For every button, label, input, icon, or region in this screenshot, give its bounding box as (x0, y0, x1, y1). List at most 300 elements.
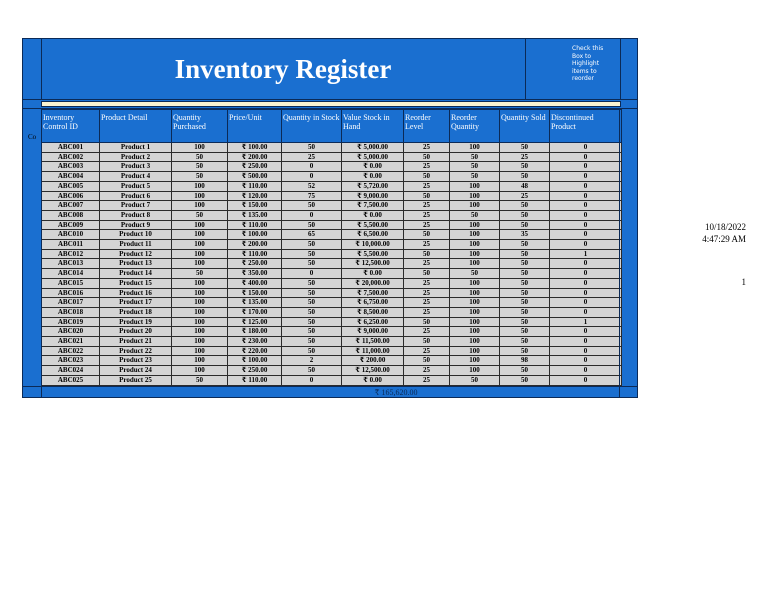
table-cell[interactable]: 50 (500, 240, 550, 250)
table-cell[interactable]: 25 (404, 210, 450, 220)
table-cell[interactable]: 100 (450, 288, 500, 298)
table-cell[interactable]: 25 (404, 181, 450, 191)
table-body (42, 143, 622, 386)
table-cell[interactable]: 100 (172, 201, 228, 211)
table-cell[interactable]: ₹ 200.00 (342, 356, 404, 366)
table-cell[interactable]: ₹ 0.00 (342, 172, 404, 182)
table-cell[interactable]: ₹ 12,500.00 (342, 259, 404, 269)
table-cell[interactable]: ABC010 (42, 230, 100, 240)
table-cell[interactable]: ₹ 230.00 (228, 337, 282, 347)
table-cell[interactable]: 50 (500, 298, 550, 308)
table-cell[interactable]: 100 (450, 278, 500, 288)
table-row (42, 201, 622, 211)
table-cell[interactable]: 50 (500, 375, 550, 385)
table-cell[interactable]: 100 (450, 337, 500, 347)
table-cell[interactable]: 0 (282, 269, 342, 279)
table-cell[interactable]: 50 (404, 191, 450, 201)
table-cell[interactable]: 25 (404, 298, 450, 308)
table-cell[interactable]: Product 16 (100, 288, 172, 298)
table-cell[interactable]: ₹ 250.00 (228, 162, 282, 172)
table-cell[interactable]: 0 (550, 259, 622, 269)
table-cell[interactable]: 0 (550, 143, 622, 153)
table-cell[interactable]: 50 (282, 307, 342, 317)
table-cell[interactable]: ₹ 180.00 (228, 327, 282, 337)
table-row (42, 143, 622, 153)
table-cell[interactable]: 100 (172, 298, 228, 308)
table-cell[interactable]: 50 (282, 298, 342, 308)
table-cell[interactable]: 50 (450, 162, 500, 172)
table-cell[interactable]: 50 (404, 172, 450, 182)
table-cell[interactable]: ₹ 110.00 (228, 249, 282, 259)
table-row (42, 269, 622, 279)
table-cell[interactable]: ₹ 350.00 (228, 269, 282, 279)
truncated-column-label: Co (28, 133, 37, 141)
table-cell[interactable]: 52 (282, 181, 342, 191)
table-row (42, 327, 622, 337)
table-cell[interactable]: Product 17 (100, 298, 172, 308)
table-cell[interactable]: ₹ 0.00 (342, 375, 404, 385)
table-cell[interactable]: 0 (550, 307, 622, 317)
table-cell[interactable]: 50 (282, 143, 342, 153)
table-cell[interactable]: 65 (282, 230, 342, 240)
column-header[interactable]: Value Stock in Hand (342, 110, 404, 143)
table-cell[interactable]: ₹ 7,500.00 (342, 288, 404, 298)
table-cell[interactable]: Product 1 (100, 143, 172, 153)
reorder-highlight-note[interactable]: Check this Box to Highlight items to reorder (526, 39, 621, 99)
table-cell[interactable]: ₹ 11,500.00 (342, 337, 404, 347)
table-cell[interactable]: 25 (404, 375, 450, 385)
left-margin-cell (23, 39, 42, 99)
table-cell[interactable]: 48 (500, 181, 550, 191)
date-cell[interactable]: 10/18/2022 (704, 222, 746, 232)
table-cell[interactable]: Product 19 (100, 317, 172, 327)
table-cell[interactable]: 0 (282, 375, 342, 385)
table-cell[interactable]: 100 (450, 181, 500, 191)
table-cell[interactable]: 100 (450, 220, 500, 230)
table-cell[interactable]: ABC017 (42, 298, 100, 308)
table-row (42, 191, 622, 201)
table-cell[interactable]: ₹ 200.00 (228, 240, 282, 250)
table-cell[interactable]: 100 (172, 249, 228, 259)
table-cell[interactable]: 0 (282, 210, 342, 220)
table-cell[interactable]: ABC006 (42, 191, 100, 201)
table-cell[interactable]: ABC001 (42, 143, 100, 153)
table-cell[interactable]: 0 (550, 375, 622, 385)
table-row (42, 375, 622, 385)
table-cell[interactable]: 50 (500, 327, 550, 337)
table-cell[interactable]: 0 (550, 162, 622, 172)
table-cell[interactable]: ABC023 (42, 356, 100, 366)
table-cell[interactable]: ₹ 135.00 (228, 210, 282, 220)
table-cell[interactable]: ₹ 150.00 (228, 288, 282, 298)
table-cell[interactable]: Product 10 (100, 230, 172, 240)
table-cell[interactable]: ABC022 (42, 346, 100, 356)
table-cell[interactable]: 100 (450, 356, 500, 366)
table-cell[interactable]: ₹ 110.00 (228, 181, 282, 191)
table-cell[interactable]: 100 (172, 259, 228, 269)
table-cell[interactable]: 25 (404, 240, 450, 250)
table-cell[interactable]: Product 3 (100, 162, 172, 172)
table-cell[interactable]: ABC024 (42, 366, 100, 376)
table-cell[interactable]: 0 (550, 346, 622, 356)
table-cell[interactable]: 50 (282, 327, 342, 337)
left-column (23, 109, 42, 386)
table-cell[interactable]: ABC012 (42, 249, 100, 259)
table-cell[interactable]: Product 20 (100, 327, 172, 337)
table-cell[interactable]: 0 (282, 172, 342, 182)
table-cell[interactable]: 50 (500, 337, 550, 347)
right-column (619, 109, 637, 386)
table-cell[interactable]: 25 (282, 152, 342, 162)
table-cell[interactable]: 100 (172, 327, 228, 337)
table-row (42, 366, 622, 376)
time-cell[interactable]: 4:47:29 AM (702, 234, 746, 244)
table-cell[interactable]: 100 (172, 356, 228, 366)
table-cell[interactable]: ₹ 100.00 (228, 230, 282, 240)
table-cell[interactable]: 50 (282, 366, 342, 376)
table-cell[interactable]: 0 (550, 356, 622, 366)
table-cell[interactable]: 100 (450, 298, 500, 308)
table-cell[interactable]: Product 24 (100, 366, 172, 376)
table-cell[interactable]: 100 (450, 366, 500, 376)
table-cell[interactable]: 50 (500, 172, 550, 182)
total-stock-value[interactable]: ₹ 165,620.00 (374, 387, 418, 397)
table-row (42, 298, 622, 308)
table-cell[interactable]: 0 (550, 288, 622, 298)
table-cell[interactable]: ₹ 100.00 (228, 356, 282, 366)
table-cell[interactable]: Product 11 (100, 240, 172, 250)
table-cell[interactable]: 25 (404, 278, 450, 288)
table-cell[interactable]: Product 15 (100, 278, 172, 288)
right-margin-cell (621, 39, 639, 99)
table-cell[interactable]: 50 (172, 172, 228, 182)
table-cell[interactable]: Product 8 (100, 210, 172, 220)
table-cell[interactable]: 50 (282, 346, 342, 356)
table-cell[interactable]: Product 7 (100, 201, 172, 211)
table-cell[interactable]: 50 (282, 240, 342, 250)
table-cell[interactable]: 50 (282, 249, 342, 259)
table-cell[interactable]: 100 (450, 143, 500, 153)
totals-right-cell (619, 387, 637, 397)
table-cell[interactable]: 50 (282, 201, 342, 211)
table-cell[interactable]: ABC002 (42, 152, 100, 162)
table-cell[interactable]: 25 (404, 259, 450, 269)
table-row (42, 240, 622, 250)
column-header[interactable]: Reorder Quantity (450, 110, 500, 143)
table-cell[interactable]: 0 (550, 152, 622, 162)
table-cell[interactable]: 25 (404, 143, 450, 153)
table-cell[interactable]: 0 (550, 210, 622, 220)
table-cell[interactable]: ₹ 110.00 (228, 220, 282, 230)
table-cell[interactable]: 50 (500, 143, 550, 153)
table-cell[interactable]: 50 (450, 152, 500, 162)
table-cell[interactable]: 50 (172, 269, 228, 279)
table-cell[interactable]: Product 13 (100, 259, 172, 269)
table-cell[interactable]: ABC013 (42, 259, 100, 269)
table-cell[interactable]: ₹ 5,000.00 (342, 152, 404, 162)
table-cell[interactable]: ABC025 (42, 375, 100, 385)
table-cell[interactable]: ABC004 (42, 172, 100, 182)
column-header[interactable]: Quantity in Stock (282, 110, 342, 143)
table-cell[interactable]: ABC018 (42, 307, 100, 317)
table-cell[interactable]: ₹ 5,500.00 (342, 249, 404, 259)
table-cell[interactable]: ₹ 9,000.00 (342, 191, 404, 201)
table-cell[interactable]: 25 (404, 346, 450, 356)
table-cell[interactable]: 0 (550, 366, 622, 376)
table-cell[interactable]: 100 (172, 191, 228, 201)
table-cell[interactable]: 100 (172, 346, 228, 356)
table-cell[interactable]: 25 (404, 327, 450, 337)
table-cell[interactable]: 0 (550, 240, 622, 250)
table-cell[interactable]: Product 4 (100, 172, 172, 182)
table-cell[interactable]: 50 (172, 375, 228, 385)
table-cell[interactable]: ₹ 400.00 (228, 278, 282, 288)
table-cell[interactable]: ₹ 0.00 (342, 210, 404, 220)
inventory-sheet (22, 38, 638, 398)
table-row (42, 230, 622, 240)
table-cell[interactable]: 25 (404, 162, 450, 172)
table-cell[interactable]: ABC020 (42, 327, 100, 337)
table-cell[interactable]: 0 (550, 337, 622, 347)
table-cell[interactable]: 50 (500, 259, 550, 269)
table-cell[interactable]: 50 (500, 307, 550, 317)
totals-left-cell (23, 387, 42, 397)
table-cell[interactable]: ₹ 5,720.00 (342, 181, 404, 191)
table-cell[interactable]: 1 (550, 249, 622, 259)
table-cell[interactable]: ₹ 220.00 (228, 346, 282, 356)
table-cell[interactable]: 100 (172, 288, 228, 298)
table-cell[interactable]: ₹ 6,750.00 (342, 298, 404, 308)
table-area (22, 108, 638, 387)
table-cell[interactable]: 100 (172, 220, 228, 230)
table-cell[interactable]: 50 (500, 346, 550, 356)
table-cell[interactable]: 0 (550, 298, 622, 308)
table-cell[interactable]: ₹ 20,000.00 (342, 278, 404, 288)
table-cell[interactable]: 100 (172, 278, 228, 288)
table-cell[interactable]: 50 (404, 269, 450, 279)
table-cell[interactable]: 50 (500, 317, 550, 327)
table-cell[interactable]: ₹ 5,500.00 (342, 220, 404, 230)
table-cell[interactable]: 25 (404, 201, 450, 211)
table-cell[interactable]: 75 (282, 191, 342, 201)
table-cell[interactable]: 0 (550, 181, 622, 191)
table-cell[interactable]: 50 (500, 366, 550, 376)
table-cell[interactable]: ₹ 10,000.00 (342, 240, 404, 250)
table-cell[interactable]: 100 (450, 317, 500, 327)
table-cell[interactable]: 0 (550, 278, 622, 288)
table-cell[interactable]: Product 12 (100, 249, 172, 259)
table-cell[interactable]: ₹ 110.00 (228, 375, 282, 385)
table-cell[interactable]: 0 (550, 327, 622, 337)
table-cell[interactable]: ₹ 125.00 (228, 317, 282, 327)
table-cell[interactable]: ₹ 0.00 (342, 162, 404, 172)
table-cell[interactable]: 50 (500, 288, 550, 298)
table-cell[interactable]: 50 (500, 249, 550, 259)
table-cell[interactable]: Product 14 (100, 269, 172, 279)
table-cell[interactable]: 50 (450, 375, 500, 385)
table-cell[interactable]: 25 (500, 152, 550, 162)
table-row (42, 210, 622, 220)
table-cell[interactable]: 50 (172, 162, 228, 172)
table-cell[interactable]: ABC015 (42, 278, 100, 288)
table-cell[interactable]: ABC009 (42, 220, 100, 230)
page-title: Inventory Register (41, 39, 526, 99)
table-cell[interactable]: 100 (450, 307, 500, 317)
table-cell[interactable]: Product 21 (100, 337, 172, 347)
table-cell[interactable]: ABC003 (42, 162, 100, 172)
table-row (42, 152, 622, 162)
table-cell[interactable]: 25 (404, 307, 450, 317)
column-header[interactable]: Price/Unit (228, 110, 282, 143)
table-cell[interactable]: 50 (404, 249, 450, 259)
table-cell[interactable]: ₹ 0.00 (342, 269, 404, 279)
table-cell[interactable]: 100 (172, 230, 228, 240)
table-cell[interactable]: 25 (404, 288, 450, 298)
table-cell[interactable]: 0 (550, 269, 622, 279)
table-cell[interactable]: 50 (404, 230, 450, 240)
table-cell[interactable]: 100 (172, 337, 228, 347)
table-cell[interactable]: 50 (404, 337, 450, 347)
table-cell[interactable]: ₹ 500.00 (228, 172, 282, 182)
table-cell[interactable]: 100 (172, 143, 228, 153)
table-row (42, 249, 622, 259)
table-cell[interactable]: Product 5 (100, 181, 172, 191)
table-cell[interactable]: 50 (404, 356, 450, 366)
table-cell[interactable]: Product 6 (100, 191, 172, 201)
table-cell[interactable]: 50 (172, 152, 228, 162)
table-cell[interactable]: 50 (282, 317, 342, 327)
table-cell[interactable]: 50 (282, 220, 342, 230)
table-cell[interactable]: 25 (404, 220, 450, 230)
table-cell[interactable]: ₹ 6,500.00 (342, 230, 404, 240)
table-cell[interactable]: 50 (500, 162, 550, 172)
table-cell[interactable]: ABC014 (42, 269, 100, 279)
table-cell[interactable]: 50 (282, 288, 342, 298)
table-cell[interactable]: ABC019 (42, 317, 100, 327)
table-row (42, 162, 622, 172)
table-cell[interactable]: ₹ 135.00 (228, 298, 282, 308)
table-cell[interactable]: 100 (172, 317, 228, 327)
table-cell[interactable]: 0 (550, 230, 622, 240)
counter-cell[interactable]: 1 (741, 277, 746, 287)
table-cell[interactable]: Product 18 (100, 307, 172, 317)
table-row (42, 307, 622, 317)
table-cell[interactable]: 50 (404, 152, 450, 162)
table-cell[interactable]: 0 (550, 191, 622, 201)
table-cell[interactable]: ₹ 170.00 (228, 307, 282, 317)
table-cell[interactable]: ₹ 250.00 (228, 366, 282, 376)
table-cell[interactable]: 50 (172, 210, 228, 220)
table-cell[interactable]: 100 (450, 240, 500, 250)
title-banner (22, 38, 638, 100)
table-cell[interactable]: ₹ 200.00 (228, 152, 282, 162)
table-cell[interactable]: ₹ 120.00 (228, 191, 282, 201)
table-cell[interactable]: ABC021 (42, 337, 100, 347)
inventory-table (41, 109, 622, 386)
table-cell[interactable]: 50 (500, 201, 550, 211)
table-cell[interactable]: ABC005 (42, 181, 100, 191)
table-cell[interactable]: 50 (450, 269, 500, 279)
table-cell[interactable]: 0 (550, 220, 622, 230)
table-cell[interactable]: 0 (282, 162, 342, 172)
table-cell[interactable]: 25 (404, 366, 450, 376)
table-cell[interactable]: 0 (550, 172, 622, 182)
table-cell[interactable]: 0 (550, 201, 622, 211)
table-cell[interactable]: ₹ 9,000.00 (342, 327, 404, 337)
table-row (42, 346, 622, 356)
table-row (42, 337, 622, 347)
table-cell[interactable]: ABC011 (42, 240, 100, 250)
table-cell[interactable]: ABC008 (42, 210, 100, 220)
table-cell[interactable]: 50 (500, 210, 550, 220)
column-header[interactable]: Quantity Sold (500, 110, 550, 143)
table-cell[interactable]: ₹ 150.00 (228, 201, 282, 211)
header-row (42, 110, 622, 143)
table-cell[interactable]: ABC016 (42, 288, 100, 298)
table-cell[interactable]: ₹ 12,500.00 (342, 366, 404, 376)
table-cell[interactable]: ₹ 7,500.00 (342, 201, 404, 211)
table-row (42, 259, 622, 269)
table-cell[interactable]: 50 (282, 278, 342, 288)
table-cell[interactable]: 50 (404, 317, 450, 327)
table-cell[interactable]: ₹ 6,250.00 (342, 317, 404, 327)
table-cell[interactable]: 100 (450, 249, 500, 259)
table-cell[interactable]: Product 2 (100, 152, 172, 162)
table-cell[interactable]: 98 (500, 356, 550, 366)
table-row (42, 356, 622, 366)
table-cell[interactable]: 100 (172, 181, 228, 191)
table-cell[interactable]: 50 (450, 172, 500, 182)
table-cell[interactable]: 35 (500, 230, 550, 240)
table-cell[interactable]: 100 (450, 201, 500, 211)
table-cell[interactable]: Product 9 (100, 220, 172, 230)
table-cell[interactable]: 100 (450, 327, 500, 337)
table-cell[interactable]: 25 (500, 191, 550, 201)
table-cell[interactable]: 1 (550, 317, 622, 327)
table-cell[interactable]: Product 22 (100, 346, 172, 356)
table-cell[interactable]: ₹ 11,000.00 (342, 346, 404, 356)
column-header[interactable]: Inventory Control ID (42, 110, 100, 143)
table-cell[interactable]: 100 (172, 240, 228, 250)
column-header[interactable]: Discontinued Product (550, 110, 622, 143)
column-header[interactable]: Product Detail (100, 110, 172, 143)
table-cell[interactable]: 100 (450, 230, 500, 240)
table-cell[interactable]: 50 (500, 269, 550, 279)
column-header[interactable]: Reorder Level (404, 110, 450, 143)
table-cell[interactable]: ₹ 5,000.00 (342, 143, 404, 153)
table-cell[interactable]: ABC007 (42, 201, 100, 211)
table-cell[interactable]: Product 25 (100, 375, 172, 385)
table-cell[interactable]: 50 (282, 337, 342, 347)
table-cell[interactable]: Product 23 (100, 356, 172, 366)
table-cell[interactable]: ₹ 250.00 (228, 259, 282, 269)
table-cell[interactable]: ₹ 100.00 (228, 143, 282, 153)
table-cell[interactable]: 50 (282, 259, 342, 269)
table-row (42, 288, 622, 298)
table-cell[interactable]: 2 (282, 356, 342, 366)
table-cell[interactable]: 100 (450, 191, 500, 201)
table-row (42, 172, 622, 182)
table-cell[interactable]: 50 (450, 210, 500, 220)
table-cell[interactable]: 100 (172, 366, 228, 376)
table-cell[interactable]: 100 (172, 307, 228, 317)
table-cell[interactable]: 100 (450, 259, 500, 269)
table-cell[interactable]: 100 (450, 346, 500, 356)
table-cell[interactable]: ₹ 8,500.00 (342, 307, 404, 317)
table-cell[interactable]: 50 (500, 220, 550, 230)
column-header[interactable]: Quantity Purchased (172, 110, 228, 143)
table-cell[interactable]: 50 (500, 278, 550, 288)
